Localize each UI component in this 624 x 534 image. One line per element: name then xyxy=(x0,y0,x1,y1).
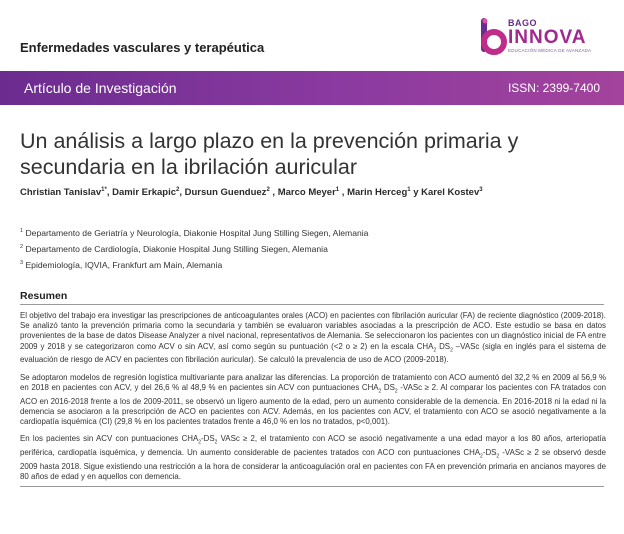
author: Damir Erkapic$^2$ xyxy=(112,187,180,199)
abstract-paragraph-2: Se adoptaron modelos de regresión logística multivariante para analizar las diferencias. La proporción de tratamiento con ACO aumentó del 32,2 % en 2009 al 56,9 % en 2018 en pacientes con ACV, y del 26,6 % al 48,9 % en pacientes sin ACV con puntuaciones $CHA_2$ $DS_2$ -VASc ≥ 2. Al comparar los pacientes con FA tratados con ACO en 2016-2018 frente a los de 2009-2011, se observó un ligero aumento de la edad, pero un aumento considerable de la demencia. En 2016-2018 ni la edad ni la demencia se asociaron a la prescripción de ACO en pacientes con ACV. Además, en los pacientes con ACV, el tratamiento con ACO se asoció negativamente a la cardiopatía isquémica (CI) (29,8 % en los pacientes tratados frente a 46,0 % en los no tratados, p<0,001). xyxy=(20,373,607,427)
article-type-banner xyxy=(0,71,624,105)
article-title: Un análisis a largo plazo en la prevención primaria y secundaria en la ibrilación auricular xyxy=(20,129,519,179)
logo-tagline: EDUCACIÓN MÉDICA DE AVANZADA xyxy=(508,48,592,53)
author-list: Christian Tanislav$^{1*}$, Damir Erkapic$^2$, Dursun Guenduez$^2$ , Marco Meyer$^1$ , Marin Herceg$^1$ y Karel Kostev$^3$ xyxy=(20,187,483,199)
author: Dursun Guenduez$^2$ xyxy=(184,187,270,199)
author: Marco Meyer$^1$ xyxy=(277,187,340,199)
abstract-paragraph-1: El objetivo del trabajo era investigar las prescripciones de anticoagulantes orales (ACO) en pacientes con fibrilación auricular (FA) de reciente diagnóstico (2009-2018). Se analizó tanto la prevención primaria como la secundaria y también se evaluaron variables asociadas a la prescripción de ACO. Este estudio se basa en datos provenientes de la base de datos Disease Analyzer a nivel nacional, representativos de Alemania. Se seleccionaron los pacientes con un diagnóstico inicial de FA entre 2009 y 2018 y se categorizaron como ACV o sin ACV, así como según su puntuación (<2 o ≥ 2) en la escala $CHA_2$ $DS_2$ –VASc (sigla en inglés para el sistema de evaluación de riesgo de ACV en pacientes con fibrilación auricular). Se calculó la prevalencia de uso de ACO (2009-2018). xyxy=(20,311,606,365)
logo-bago-text: BAGO xyxy=(508,18,537,28)
resumen-top-rule xyxy=(20,304,604,305)
abstract-paragraph-3: En los pacientes sin ACV con puntuaciones $CHA_2-DS_2$ VASc ≥ 2, el tratamiento con ACO se asoció negativamente a una edad mayor a los 80 años, arteriopatía periférica, cardiopatía isquémica, y demencia. Un aumento considerable de pacientes tratados con ACO con puntuaciones $CHA_2-DS_2$ -VASc ≥ 2 se observó desde 2009 hasta 2018. Sigue existiendo una restricción a la hora de considerar la anticoagulación oral en pacientes con FA en prevención primaria en ancianos mayores de 80 años de edad y en aquellos con demencia. xyxy=(20,434,607,481)
author: Marin Herceg$^1$ xyxy=(347,187,411,199)
issn: ISSN: 2399-7400 xyxy=(507,81,600,95)
resumen-bottom-rule xyxy=(20,486,604,487)
logo-innova-text: INNOVA xyxy=(508,27,587,48)
resumen-heading: Resumen xyxy=(20,290,68,302)
author: Karel Kostev$^3$ xyxy=(421,187,483,199)
journal-title: Enfermedades vasculares y terapéutica xyxy=(20,40,265,55)
article-type: Artículo de Investigación xyxy=(24,80,177,96)
affiliation: $^3$ Epidemiología, IQVIA, Frankfurt am Main, Alemania xyxy=(20,259,223,270)
affiliation: $^1$ Departamento de Geriatría y Neurología, Diakonie Hospital Jung Stilling Siegen, Alemania xyxy=(20,227,369,238)
affiliation: $^2$ Departamento de Cardiología, Diakonie Hospital Jung Stilling Siegen, Alemania xyxy=(20,243,328,254)
author: Christian Tanislav$^{1*}$ xyxy=(20,187,107,199)
bago-logo-b-icon xyxy=(478,16,508,56)
bago-innova-logo xyxy=(478,16,608,60)
affiliation-list xyxy=(20,224,368,272)
